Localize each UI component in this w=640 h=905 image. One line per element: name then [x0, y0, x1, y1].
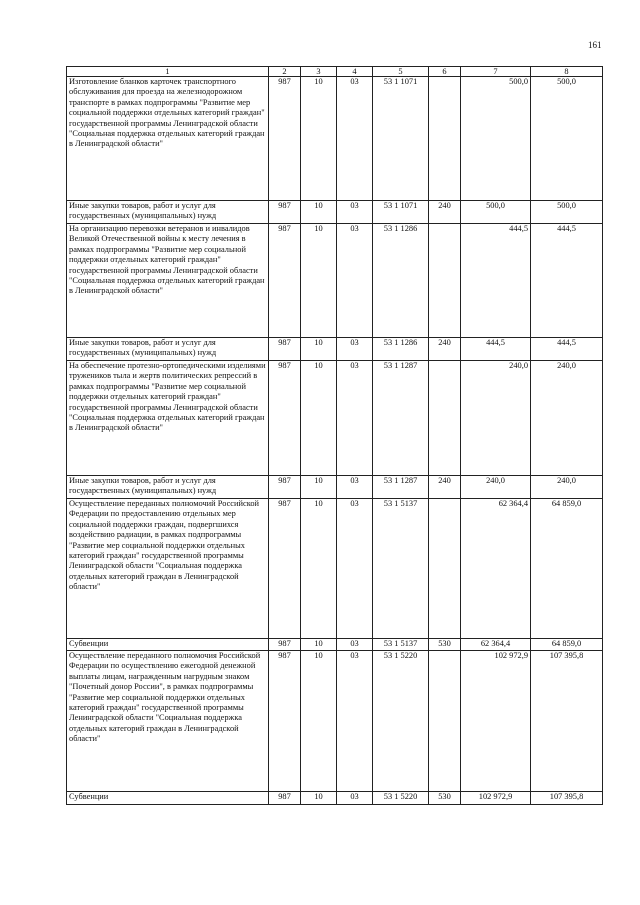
cell-name: Иные закупки товаров, работ и услуг для государственных (муниципальных) нужд	[67, 201, 269, 224]
cell-section: 10	[301, 338, 337, 361]
cell-amount-7: 240,0	[461, 476, 531, 499]
cell-code: 987	[269, 476, 301, 499]
cell-code: 987	[269, 792, 301, 805]
cell-code: 987	[269, 77, 301, 201]
cell-section: 10	[301, 499, 337, 639]
cell-subsection: 03	[337, 651, 373, 792]
cell-target: 53 1 5220	[373, 792, 429, 805]
cell-code: 987	[269, 639, 301, 651]
cell-amount-7: 102 972,9	[461, 792, 531, 805]
cell-code: 987	[269, 201, 301, 224]
column-header: 8	[531, 67, 603, 77]
cell-name: Осуществление переданных полномочий Российской Федерации по предоставлению отдельных мер социальной поддержки граждан, подвергшихся воздействию радиации, в рамках подпрограммы "Развитие мер социальной поддержки отдельных категорий граждан" государственной программы Ленинградской области "Социальная поддержка отдельных категорий граждан в Ленинградской области"	[67, 499, 269, 639]
table-row	[67, 338, 603, 361]
table-row	[67, 792, 603, 805]
cell-name: Иные закупки товаров, работ и услуг для государственных (муниципальных) нужд	[67, 338, 269, 361]
cell-amount-7: 500,0	[461, 201, 531, 224]
cell-section: 10	[301, 361, 337, 476]
cell-target: 53 1 1071	[373, 201, 429, 224]
cell-amount-8: 500,0	[531, 201, 603, 224]
header-row	[67, 67, 603, 77]
cell-target: 53 1 1286	[373, 224, 429, 338]
cell-target: 53 1 1287	[373, 361, 429, 476]
column-header: 1	[67, 67, 269, 77]
cell-type: 240	[429, 476, 461, 499]
cell-amount-8: 64 859,0	[531, 499, 603, 639]
budget-table	[66, 66, 603, 805]
cell-section: 10	[301, 792, 337, 805]
cell-amount-8: 444,5	[531, 338, 603, 361]
cell-amount-7: 444,5	[461, 338, 531, 361]
cell-name: Субвенции	[67, 639, 269, 651]
cell-type	[429, 361, 461, 476]
cell-section: 10	[301, 651, 337, 792]
cell-code: 987	[269, 338, 301, 361]
cell-section: 10	[301, 201, 337, 224]
cell-type	[429, 651, 461, 792]
table-row	[67, 651, 603, 792]
column-header: 4	[337, 67, 373, 77]
column-header: 6	[429, 67, 461, 77]
cell-name: На организацию перевозки ветеранов и инвалидов Великой Отечественной войны к месту лечения в рамках подпрограммы "Развитие мер социальной поддержки отдельных категорий граждан" государственной программы Ленинградской области "Социальная поддержка отдельных категорий граждан в Ленинградской области"	[67, 224, 269, 338]
column-header: 7	[461, 67, 531, 77]
cell-amount-8: 500,0	[531, 77, 603, 201]
cell-subsection: 03	[337, 499, 373, 639]
cell-name: Изготовление бланков карточек транспортного обслуживания для проезда на железнодорожном транспорте в рамках подпрограммы "Развитие мер социальной поддержки отдельных категорий граждан" государственной программы Ленинградской области "Социальная поддержка отдельных категорий граждан в Ленинградской области"	[67, 77, 269, 201]
cell-type: 240	[429, 201, 461, 224]
cell-amount-7: 62 364,4	[461, 639, 531, 651]
cell-amount-8: 444,5	[531, 224, 603, 338]
cell-type: 530	[429, 639, 461, 651]
cell-section: 10	[301, 77, 337, 201]
cell-amount-7: 102 972,9	[461, 651, 531, 792]
table-row	[67, 224, 603, 338]
cell-name: Иные закупки товаров, работ и услуг для государственных (муниципальных) нужд	[67, 476, 269, 499]
cell-type: 530	[429, 792, 461, 805]
cell-amount-7: 240,0	[461, 361, 531, 476]
cell-subsection: 03	[337, 361, 373, 476]
cell-subsection: 03	[337, 476, 373, 499]
cell-type	[429, 499, 461, 639]
cell-target: 53 1 5137	[373, 499, 429, 639]
cell-name: Осуществление переданного полномочия Российской Федерации по осуществлению ежегодной денежной выплаты лицам, награжденным нагрудным знаком "Почетный донор России", в рамках подпрограммы "Развитие мер социальной поддержки отдельных категорий граждан" государственной программы Ленинградской области "Социальная поддержка отдельных категорий граждан в Ленинградской области"	[67, 651, 269, 792]
cell-target: 53 1 1287	[373, 476, 429, 499]
table-row	[67, 77, 603, 201]
cell-code: 987	[269, 224, 301, 338]
cell-subsection: 03	[337, 639, 373, 651]
table-row	[67, 639, 603, 651]
cell-code: 987	[269, 499, 301, 639]
cell-section: 10	[301, 476, 337, 499]
cell-name: На обеспечение протезно-ортопедическими изделиями тружеников тыла и жертв политических репрессий в рамках подпрограммы "Развитие мер социальной поддержки отдельных категорий граждан" государственной программы Ленинградской области "Социальная поддержка отдельных категорий граждан в Ленинградской области"	[67, 361, 269, 476]
cell-target: 53 1 5137	[373, 639, 429, 651]
cell-target: 53 1 1071	[373, 77, 429, 201]
cell-amount-7: 500,0	[461, 77, 531, 201]
cell-amount-7: 62 364,4	[461, 499, 531, 639]
cell-amount-8: 240,0	[531, 361, 603, 476]
cell-amount-8: 64 859,0	[531, 639, 603, 651]
cell-amount-8: 107 395,8	[531, 651, 603, 792]
page-number: 161	[588, 40, 602, 50]
cell-target: 53 1 5220	[373, 651, 429, 792]
cell-target: 53 1 1286	[373, 338, 429, 361]
cell-type	[429, 224, 461, 338]
cell-subsection: 03	[337, 224, 373, 338]
column-header: 2	[269, 67, 301, 77]
cell-name: Субвенции	[67, 792, 269, 805]
table-row	[67, 476, 603, 499]
table-row	[67, 361, 603, 476]
cell-type	[429, 77, 461, 201]
cell-subsection: 03	[337, 77, 373, 201]
cell-type: 240	[429, 338, 461, 361]
column-header: 5	[373, 67, 429, 77]
table-row	[67, 499, 603, 639]
cell-subsection: 03	[337, 792, 373, 805]
cell-code: 987	[269, 361, 301, 476]
cell-section: 10	[301, 224, 337, 338]
cell-subsection: 03	[337, 201, 373, 224]
cell-amount-7: 444,5	[461, 224, 531, 338]
column-header: 3	[301, 67, 337, 77]
cell-amount-8: 107 395,8	[531, 792, 603, 805]
cell-amount-8: 240,0	[531, 476, 603, 499]
cell-subsection: 03	[337, 338, 373, 361]
table-row	[67, 201, 603, 224]
cell-section: 10	[301, 639, 337, 651]
cell-code: 987	[269, 651, 301, 792]
